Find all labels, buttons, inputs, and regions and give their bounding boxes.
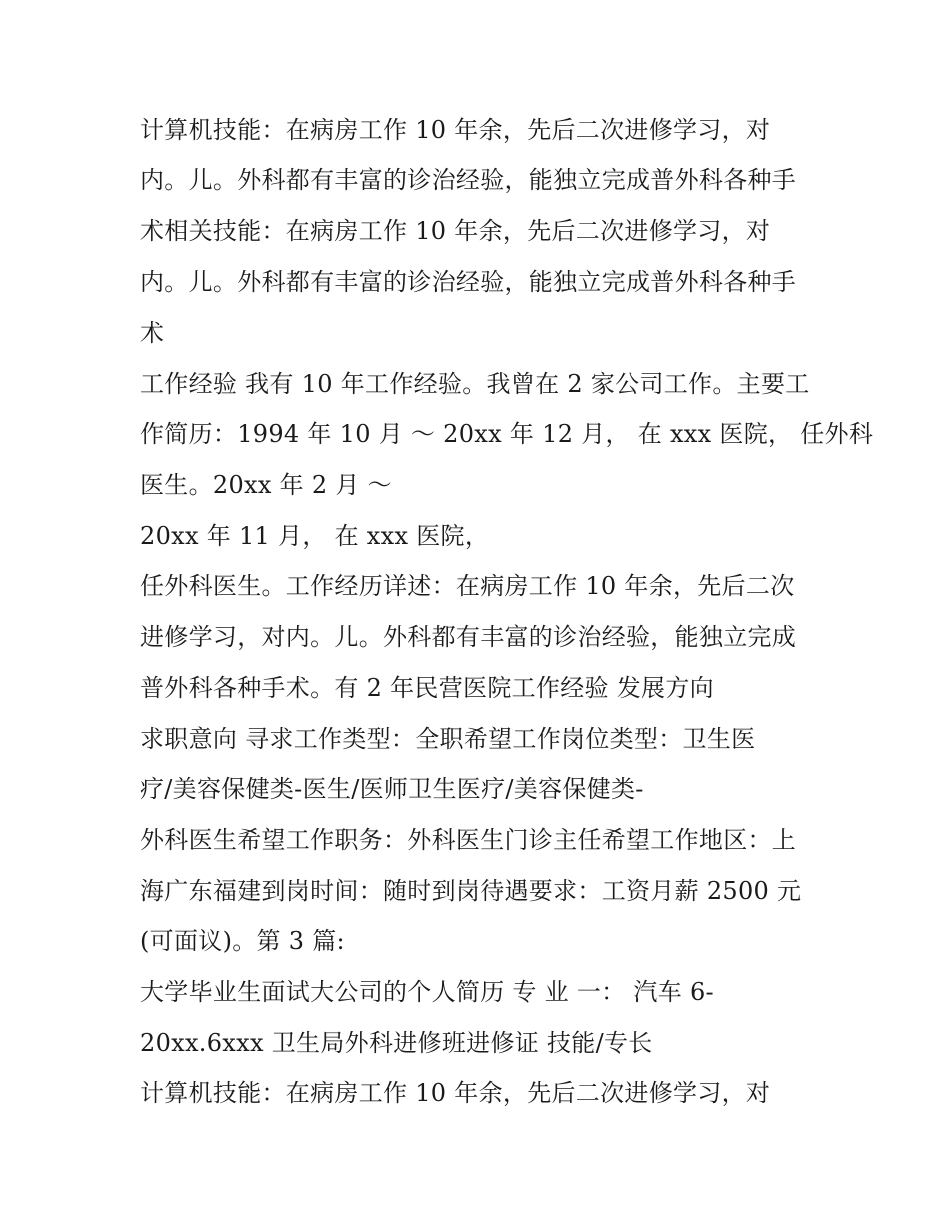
- text-line: 任外科医生。工作经历详述：在病房工作 10 年余，先后二次: [140, 572, 795, 600]
- text-line: 求职意向 寻求工作类型：全职希望工作岗位类型：卫生医: [140, 725, 756, 753]
- text-line: 作简历：1994 年 10 月 ～ 20xx 年 12 月， 在 xxx 医院， 任外科: [140, 420, 874, 448]
- text-line: 海广东福建到岗时间：随时到岗待遇要求：工资月薪 2500 元: [140, 877, 802, 905]
- text-line: 20xx 年 11 月， 在 xxx 医院，: [140, 522, 490, 550]
- text-line: 计算机技能：在病房工作 10 年余，先后二次进修学习，对: [140, 1079, 771, 1107]
- text-line: 外科医生希望工作职务：外科医生门诊主任希望工作地区：上: [140, 826, 797, 854]
- text-line: 进修学习，对内。儿。外科都有丰富的诊治经验，能独立完成: [140, 623, 797, 651]
- text-line: 20xx.6xxx 卫生局外科进修班进修证 技能/专长: [140, 1029, 653, 1057]
- text-line: 内。儿。外科都有丰富的诊治经验，能独立完成普外科各种手: [140, 268, 797, 296]
- text-line: (可面议)。第 3 篇:: [140, 927, 345, 955]
- text-line: 内。儿。外科都有丰富的诊治经验，能独立完成普外科各种手: [140, 166, 797, 194]
- text-line: 工作经验 我有 10 年工作经验。我曾在 2 家公司工作。主要工: [140, 370, 810, 398]
- text-line: 计算机技能：在病房工作 10 年余，先后二次进修学习，对: [140, 116, 771, 144]
- text-line: 普外科各种手术。有 2 年民营医院工作经验 发展方向: [140, 674, 714, 702]
- text-line: 术: [140, 319, 165, 347]
- text-line: 大学毕业生面试大公司的个人简历 专 业 一： 汽车 6-: [140, 978, 714, 1006]
- text-line: 医生。20xx 年 2 月 ～: [140, 471, 392, 499]
- text-line: 疗/美容保健类-医生/医师卫生医疗/美容保健类-: [140, 775, 644, 803]
- text-line: 术相关技能：在病房工作 10 年余，先后二次进修学习，对: [140, 217, 771, 245]
